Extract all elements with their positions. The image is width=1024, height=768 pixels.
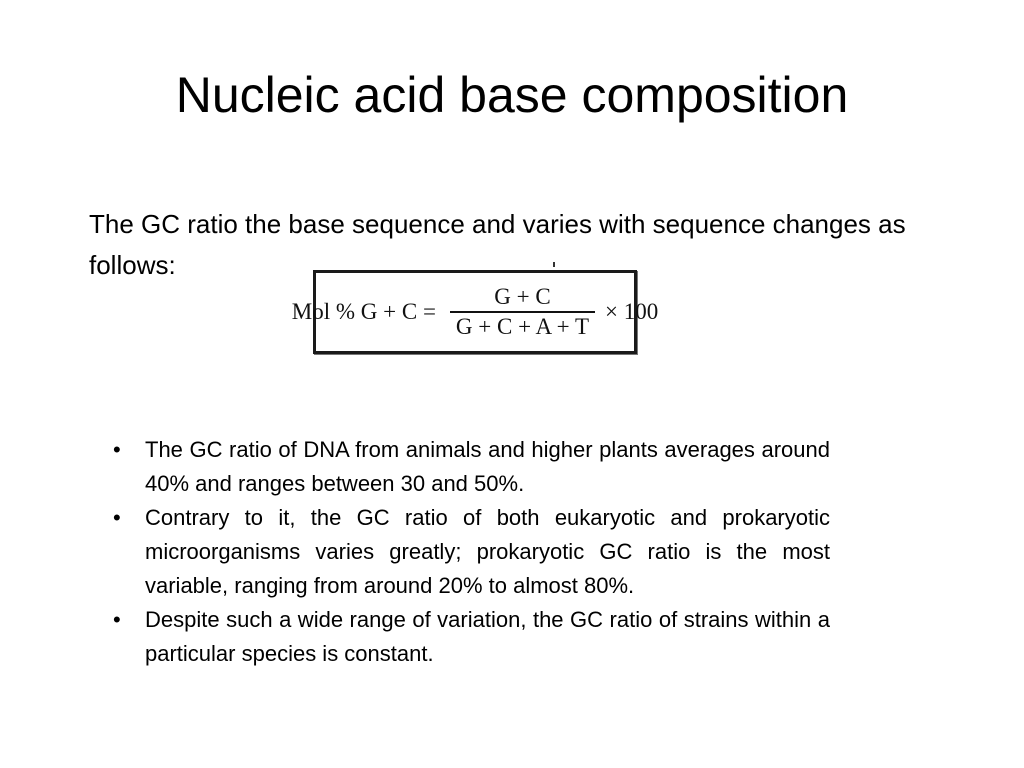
formula-denominator: G + C + A + T [455,314,589,339]
bullet-icon: • [113,437,121,462]
formula [292,285,658,339]
formula-lhs: Mol % G + C = [291,299,436,324]
intro-text: The GC ratio the base sequence and varies with sequence changes as follows: [89,209,906,280]
bullet-text: Contrary to it, the GC ratio of both eukaryotic and prokaryotic microorganisms varies greatly; prokaryotic GC ratio is the most variable, ranging from around 20% to almost 80%. [145,505,830,598]
formula-fraction [450,285,595,339]
bullet-icon: • [113,607,121,632]
bullet-item [110,501,830,603]
slide-title: Nucleic acid base composition [175,67,849,123]
bullet-item [110,433,830,501]
bullet-icon: • [113,505,121,530]
formula-numerator: G + C [494,284,551,309]
bullet-text: Despite such a wide range of variation, the GC ratio of strains within a particular species is constant. [145,607,830,666]
formula-image [291,270,659,354]
bullet-text: The GC ratio of DNA from animals and higher plants averages around 40% and ranges between 30 and 50%. [145,437,830,496]
bullet-item [110,603,830,671]
scan-mark [553,262,555,267]
formula-rhs: × 100 [605,299,659,324]
bullet-list [110,433,830,671]
